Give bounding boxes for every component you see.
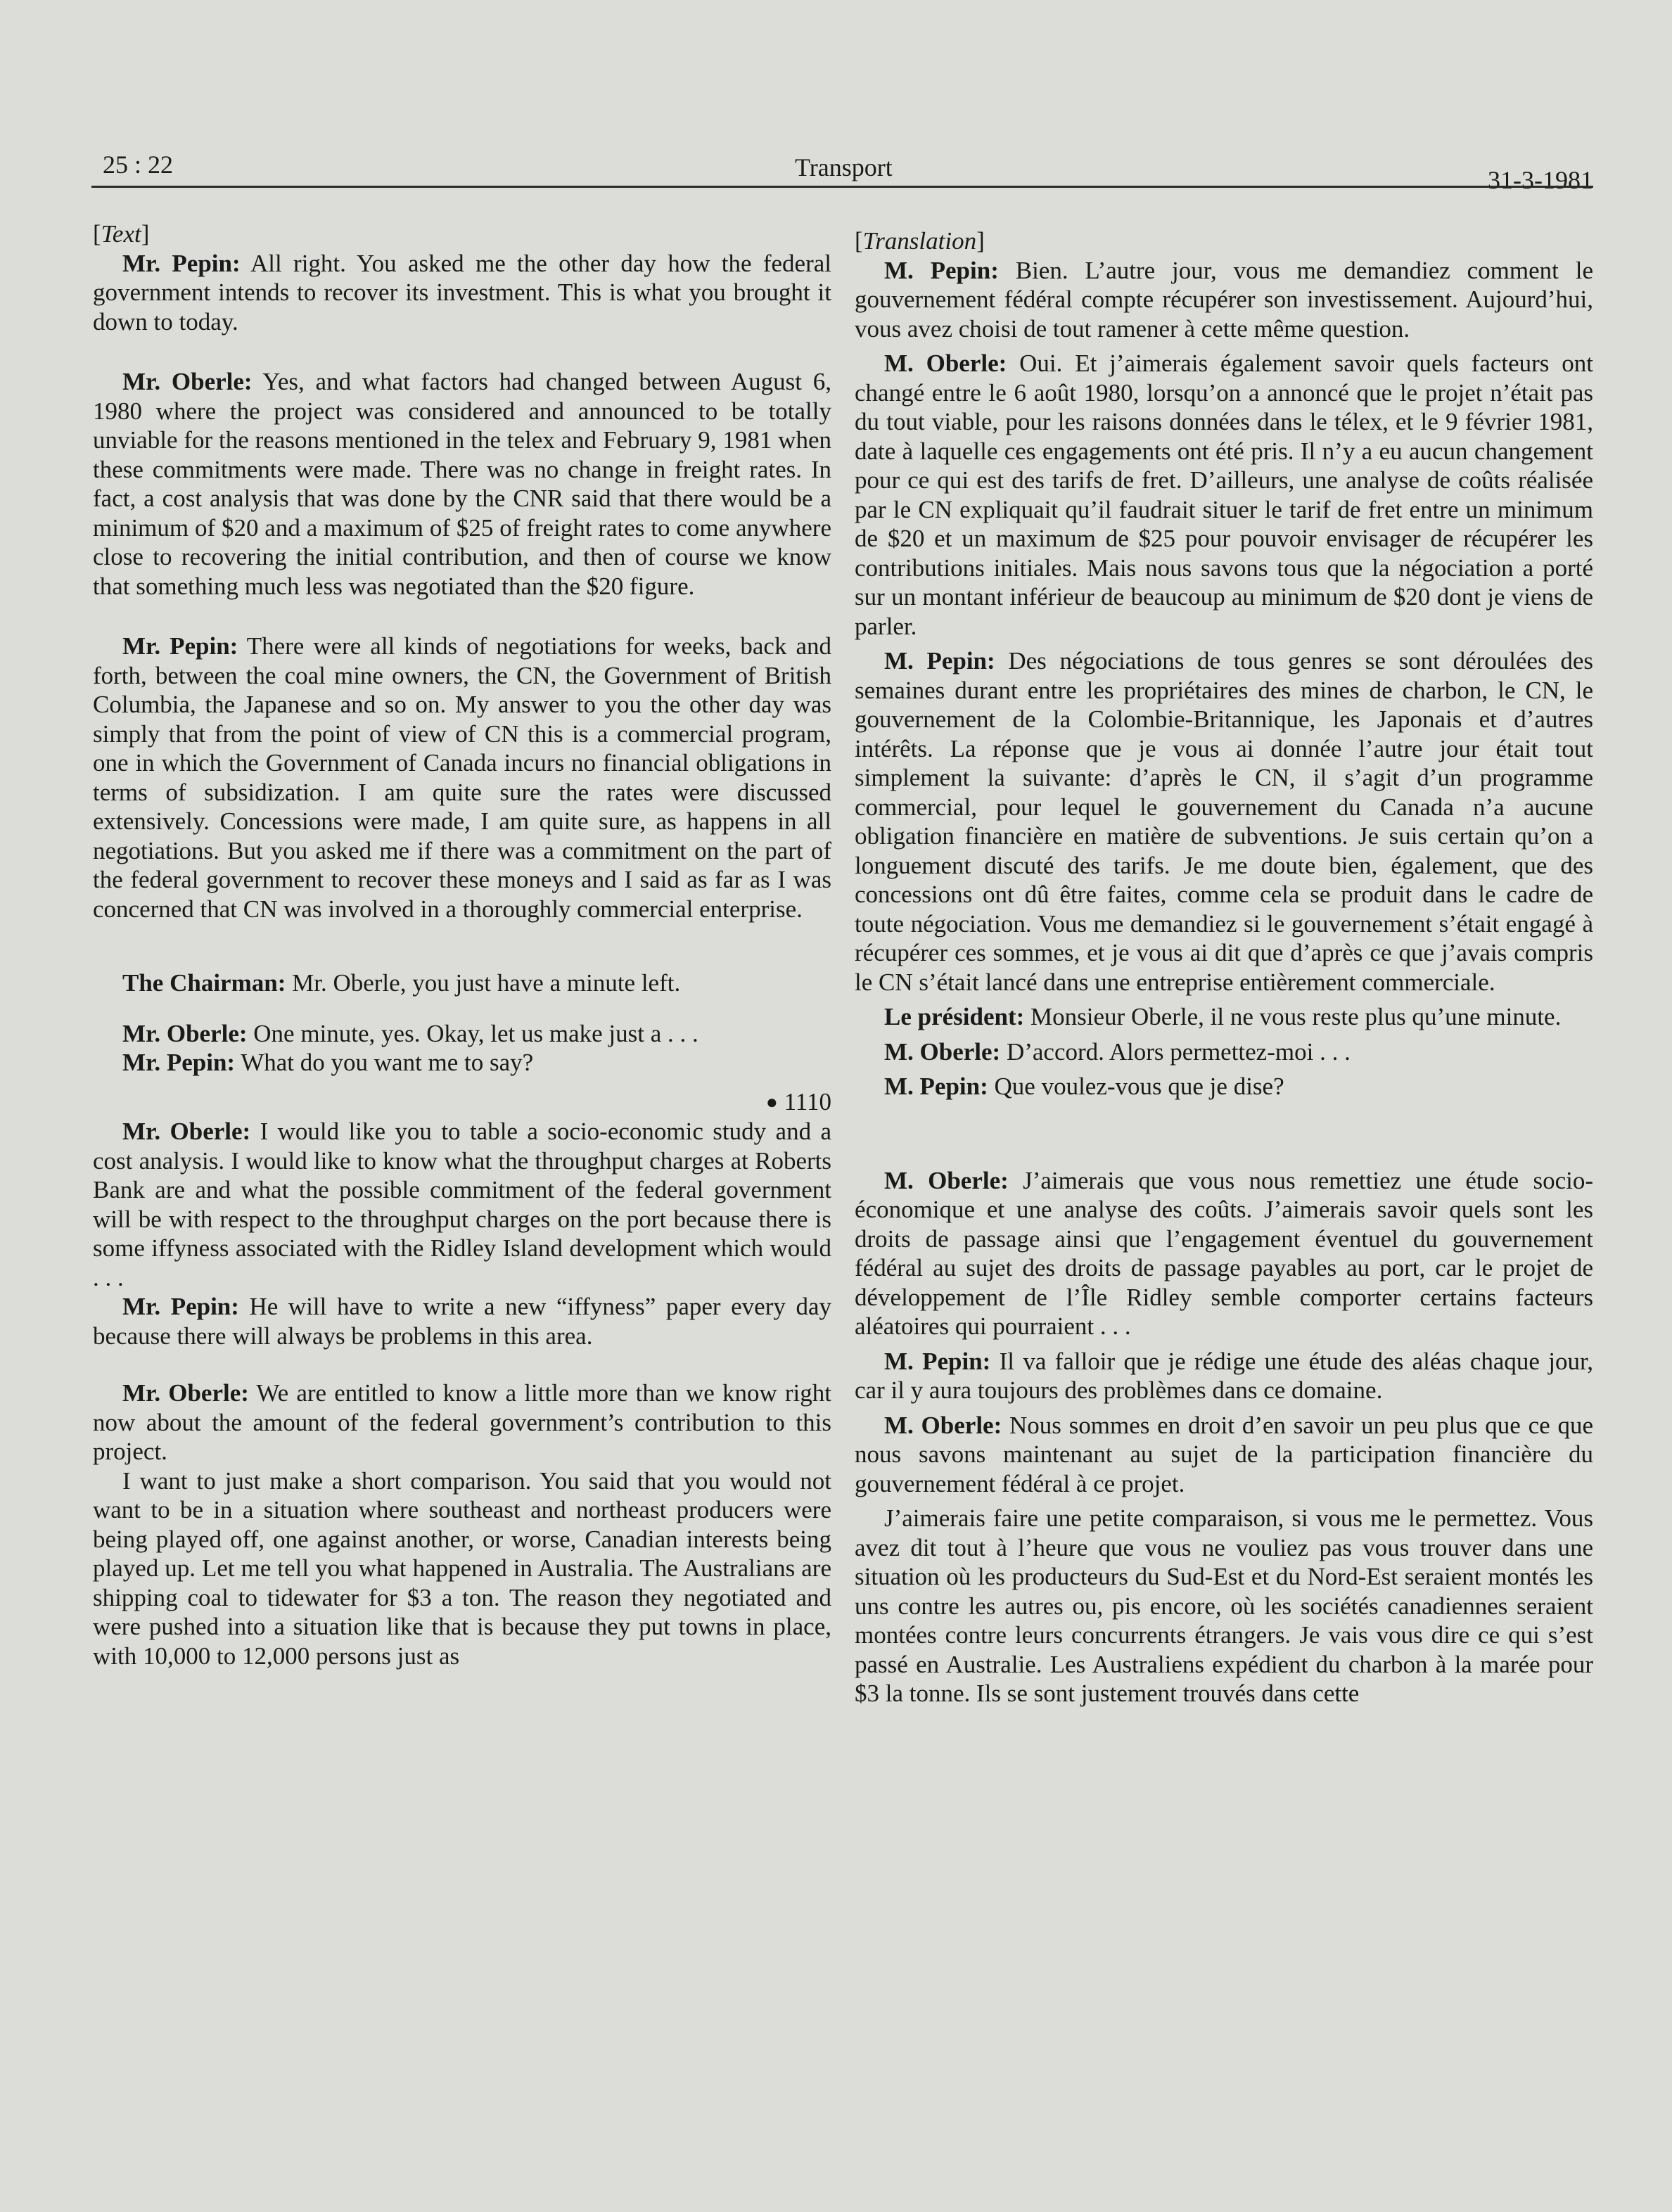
paragraph: Mr. Oberle: One minute, yes. Okay, let us make just a . . .: [122, 1019, 698, 1047]
speaker: Mr. Oberle:: [122, 1118, 251, 1145]
speaker: Mr. Oberle:: [122, 1019, 248, 1047]
time-marker: ● 1110: [765, 1087, 831, 1115]
paragraph: Mr. Oberle: We are entitled to know a little more than we know right now about the amount of the federal government’s contribution to this project.: [93, 1379, 831, 1465]
speaker: Mr. Pepin:: [122, 249, 241, 277]
paragraph: M. Oberle: Nous sommes en droit d’en savoir un peu plus que ce que nous savons maintenant au sujet de la participation financière du gouvernement fédéral à ce projet.: [855, 1411, 1593, 1497]
paragraph: Mr. Oberle: Yes, and what factors had changed between August 6, 1980 where the project was considered and announced to be totally unviable for the reasons mentioned in the telex and February 9, 1981 when these commitments were made. There was no change in freight rates. In fact, a cost analysis that was done by the CNR said that there would be a minimum of $20 and a maximum of $25 of freight rates to come anywhere close to recovering the initial contribution, and then of course we know that something much less was negotiated than the $20 figure.: [93, 368, 832, 600]
paragraph: M. Pepin: Que voulez-vous que je dise?: [884, 1073, 1284, 1100]
speaker: The Chairman:: [122, 969, 286, 997]
speaker: Mr. Pepin:: [122, 1293, 239, 1320]
column-label: [Text]: [93, 220, 150, 248]
speaker: M. Oberle:: [884, 1166, 1009, 1194]
column-label: [Translation]: [855, 227, 985, 255]
paragraph: Mr. Pepin: He will have to write a new “iffyness” paper every day because there will always be problems in this area.: [93, 1293, 831, 1350]
speaker: Mr. Pepin:: [122, 632, 238, 660]
paragraph: M. Oberle: Oui. Et j’aimerais également savoir quels facteurs ont changé entre le 6 août 1980, lorsqu’on a annoncé que le projet n’était pas du tout viable, pour les raisons données dans le télex, et le 9 février 1981, date à laquelle ces engagements ont été pris. Il n’y a eu aucun changement pour ce qui est des tarifs de fret. D’ailleurs, une analyse de coûts réalisée par le CN expliquait qu’il faudrait situer le tarif de fret entre un minimum de $20 et un maximum de $25 pour pouvoir envisager de récupérer les contributions initiales. Mais nous savons tous que la négociation a porté sur un montant inférieur de beaucoup au minimum de $20 dont je viens de parler.: [855, 350, 1593, 640]
speaker: M. Oberle:: [884, 1411, 1002, 1439]
paragraph: I want to just make a short comparison. You said that you would not want to be in a situation where southeast and northeast producers were being played off, one against another, or worse, Canadian interests being played up. Let me tell you what happened in Australia. The Australians are shipping coal to tidewater for $3 a ton. The reason they negotiated and were pushed into a situation like that is because they put towns in place, with 10,000 to 12,000 persons just as: [93, 1466, 831, 1670]
paragraph: M. Oberle: D’accord. Alors permettez-moi . . .: [884, 1037, 1351, 1066]
speaker: M. Pepin:: [884, 256, 999, 284]
page-number: 25 : 22: [103, 151, 174, 179]
paragraph: Mr. Pepin: There were all kinds of negotiations for weeks, back and forth, between the coal mine owners, the CN, the Government of British Columbia, the Japanese and so on. My answer to you the other day was simply that from the point of view of CN this is a commercial program, one in which the Government of Canada incurs no financial obligations in terms of subsidization. I am quite sure the rates were discussed extensively. Concessions were made, I am quite sure, as happens in all negotiations. But you asked me if there was a commitment on the part of the federal government to recover these moneys and I said as far as I was concerned that CN was involved in a thoroughly commercial enterprise.: [93, 632, 832, 923]
paragraph: Mr. Pepin: What do you want me to say?: [122, 1049, 534, 1076]
paragraph: M. Pepin: Bien. L’autre jour, vous me demandiez comment le gouvernement fédéral compte récupérer son investissement. Aujourd’hui, vous avez choisi de tout ramener à cette même question.: [855, 256, 1593, 343]
speaker: Le président:: [884, 1003, 1025, 1030]
speaker: Mr. Oberle:: [122, 368, 253, 395]
paragraph: Mr. Oberle: I would like you to table a socio-economic study and a cost analysis. I would like to know what the throughput charges at Roberts Bank are and what the possible commitment of the federal government will be with respect to the throughput charges on the port because there is some iffyness associated with the Ridley Island development which would . . .: [93, 1118, 832, 1291]
french-column: [855, 219, 1593, 1708]
running-title: Transport: [795, 153, 893, 181]
speaker: Mr. Pepin:: [122, 1049, 236, 1076]
speaker: Mr. Oberle:: [122, 1379, 249, 1407]
speaker: M. Pepin:: [884, 1073, 988, 1100]
speaker: M. Pepin:: [884, 647, 995, 675]
paragraph: Le président: Monsieur Oberle, il ne vous reste plus qu’une minute.: [884, 1003, 1562, 1030]
paragraph: The Chairman: Mr. Oberle, you just have a minute left.: [122, 969, 681, 997]
paragraph: J’aimerais faire une petite comparaison, si vous me le permettez. Vous avez dit tout à l’heure que vous ne vouliez pas vous trouver dans une situation où les producteurs du Sud-Est et du Nord-Est seraient montés les uns contre les autres ou, pis encore, où les sociétés canadiennes seraient montées contre leurs concurrents étrangers. Je vais vous dire ce qui s’est passé en Australie. Les Australiens expédient du charbon à la marée pour $3 la tonne. Ils se sont justement trouvés dans cette: [855, 1504, 1593, 1707]
speaker: M. Oberle:: [884, 350, 1007, 377]
header-rule: [91, 186, 1593, 188]
bullet-icon: ●: [765, 1091, 778, 1113]
paragraph: M. Pepin: Il va falloir que je rédige une étude des aléas chaque jour, car il y aura toujours des problèmes dans ce domaine.: [855, 1347, 1593, 1404]
header-date: 31-3-1981: [1488, 166, 1593, 194]
speaker: M. Oberle:: [884, 1037, 1001, 1066]
english-column: [93, 219, 831, 1670]
paragraph: M. Pepin: Des négociations de tous genres se sont déroulées des semaines durant entre les propriétaires des mines de charbon, le CN, le gouvernement de la Colombie-Britannique, les Japonais et d’autres intérêts. La réponse que je vous ai donnée l’autre jour était tout simplement la suivante: d’après le CN, il s’agit d’un programme commercial, pour lequel le gouvernement du Canada n’a aucune obligation financière en matière de subventions. Je suis certain qu’on a longuement discuté des tarifs. Je me doute bien, également, que des concessions ont dû être faites, comme cela se produit dans le cadre de toute négociation. Vous me demandiez si le gouvernement s’était engagé à récupérer ces sommes, et je vous ai dit que d’après ce que j’avais compris le CN s’était lancé dans une entreprise entièrement commerciale.: [855, 647, 1594, 996]
speaker: M. Pepin:: [884, 1347, 991, 1375]
paragraph: Mr. Pepin: All right. You asked me the other day how the federal government intends to recover its investment. This is what you brought it down to today.: [93, 249, 831, 335]
paragraph: M. Oberle: J’aimerais que vous nous remettiez une étude socio-économique et une analyse des coûts. J’aimerais savoir quels sont les droits de passage ainsi que l’engagement éventuel du gouvernement fédéral au sujet des droits de passage payables au port, car le projet de développement de l’Île Ridley semble comporter certains facteurs aléatoires qui pourraient . . .: [855, 1166, 1593, 1340]
